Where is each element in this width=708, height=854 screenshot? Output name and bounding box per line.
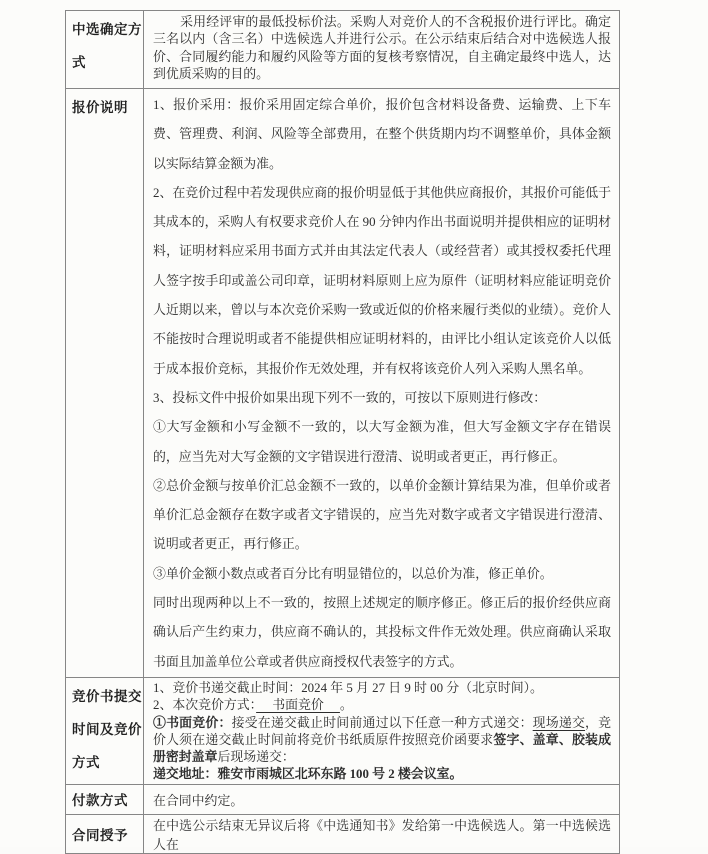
table-row-selection-method [66,11,620,89]
row-content-quotation-notes [144,89,620,678]
quotation-paragraph-3: 3、投标文件中报价如果出现下列不一致的，可按以下原则进行修改： [153,390,547,405]
quotation-paragraph-2: 2、在竞价过程中若发现供应商的报价明显低于其他供应商报价，其报价可能低于其成本的，采购人有权要求竞价人在 90 分钟内作出书面说明并提供相应的证明材料，证明材料应采用书面方式并由其法定代表人（或经营者）或其授权委托代理人签字按手印或盖公司印章，证明材料原则上应为原件（证明材料应能证明竞价人近期以来，曾以与本次竞价采购一致或近似的价格来履行类似的业绩）。竞价人不能按时合理说明或者不能提供相应证明材料的，由评比小组认定该竞价人以低于成本报价竞标，其报价作无效处理，并有权将该竞价人列入采购人黑名单。 [153,185,611,376]
row-content-selection-method [144,11,620,89]
selection-method-text: 采用经评审的最低投标价法。采购人对竞价人的不含税报价进行评比。确定三名以内（含三名）中选候选人并进行公示。在公示结束后结合对中选候选人报价、合同履约能力和履约风险等方面的复核考察情况，自主确定最终中选人，达到优质采购的目的。 [153,15,611,82]
submission-deadline-text: 1、竞价书递交截止时间：2024 年 5 月 27 日 9 时 00 分（北京时间）。 [153,680,543,695]
written-bid-text-3: 后现场递交： [217,750,295,765]
written-bid-text-1: 接受在递交截止时间前通过以下任意一种方式递交： [231,715,533,730]
bid-method-prefix: 2、本次竞价方式： [153,698,257,713]
table-row-submission [66,677,620,784]
row-content-submission [144,677,620,784]
row-label-selection-method: 中选确定方式 [66,11,144,89]
delivery-address-line: 递交地址：雅安市雨城区北环东路 100 号 2 楼会议室。 [153,767,463,782]
quotation-paragraph-6: ③单价金额小数点或者百分比有明显错位的，以总价为准，修正单价。 [153,566,553,581]
contract-award-text: 在中选公示结束无异议后将《中选通知书》发给第一中选候选人。第一中选候选人在 [153,818,611,852]
table-row-payment [66,784,620,814]
bid-method-line [153,697,611,714]
row-label-payment: 付款方式 [66,784,144,814]
written-bid-lead: ①书面竞价： [153,715,232,730]
quotation-paragraph-7: 同时出现两种以上不一致的，按照上述规定的顺序修正。修正后的报价经供应商确认后产生约束力，供应商不确认的，其投标文件作无效处理。供应商确认采取书面且加盖单位公章或者供应商授权代表签字的方式。 [153,596,611,669]
row-label-contract-award: 合同授予 [66,814,144,853]
written-bid-paragraph [153,715,611,767]
row-content-payment [144,784,620,814]
submission-deadline-line [153,680,611,697]
seal-requirements-bold: 签字、盖章、胶装成册密封盖章 [153,732,612,765]
table-row-quotation-notes [66,89,620,678]
row-label-quotation-notes: 报价说明 [66,89,144,678]
procurement-terms-table [65,10,620,854]
quotation-paragraph-4: ①大写金额和小写金额不一致的，以大写金额为准，但大写金额文字存在错误的，应当先对大写金额的文字错误进行澄清、说明或者更正，再行修正。 [153,420,611,464]
payment-text: 在合同中约定。 [153,793,244,808]
row-label-submission: 竞价书提交时间及竞价方式 [66,677,144,784]
quotation-paragraph-5: ②总价金额与按单价汇总金额不一致的，以单价金额计算结果为准，但单价或者单价汇总金额存在数字或者文字错误的，应当先对数字或者文字错误进行澄清、说明或者更正，再行修正。 [153,478,611,552]
bid-method-value: 书面竞价 [256,698,340,713]
table-row-contract-award [66,814,620,853]
onsite-delivery-underlined: 现场递交 [532,715,586,730]
quotation-paragraph-1: 1、报价采用：报价采用固定综合单价，报价包含材料设备费、运输费、上下车费、管理费、利润、风险等全部费用，在整个供货期内均不调整单价，具体金额以实际结算金额为准。 [153,98,611,171]
bid-method-suffix: 。 [339,698,353,713]
row-content-contract-award [144,814,620,853]
written-bid-text-2: ，竞价人须在递交截止时间前将竞价书纸质原件按照竞价函要求 [153,715,612,747]
